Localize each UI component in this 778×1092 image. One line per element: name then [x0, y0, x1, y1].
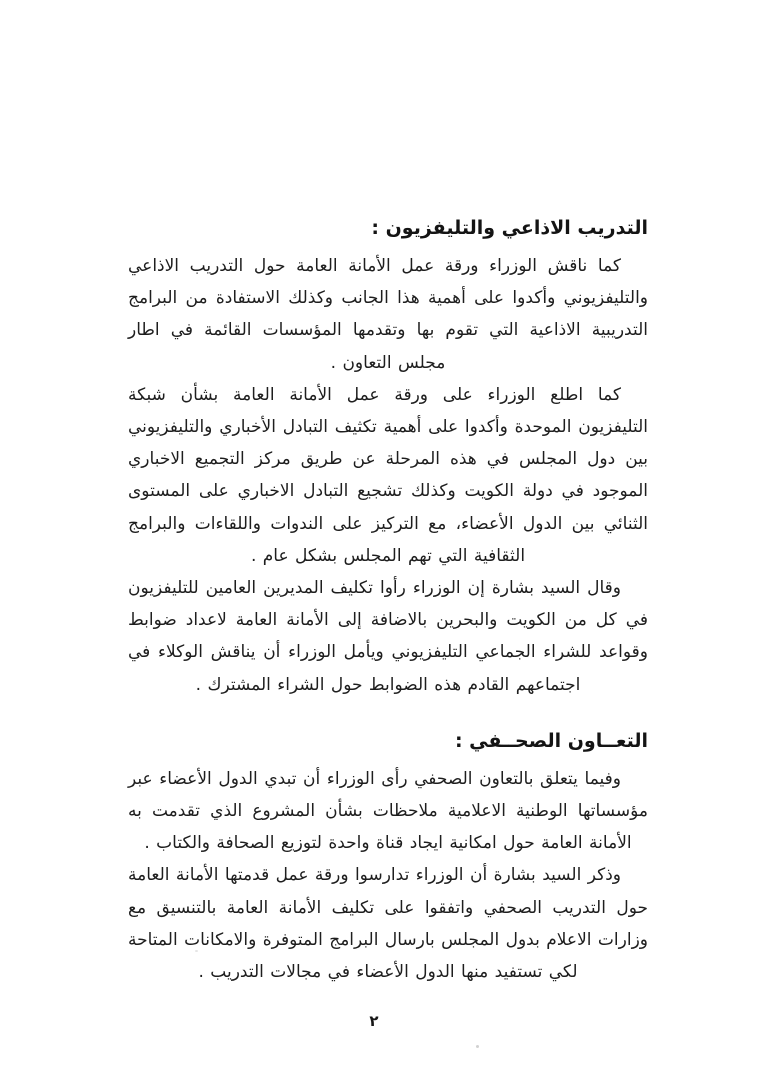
- document-body: [128, 212, 648, 988]
- scan-artifact: [195, 950, 198, 952]
- page-number: ٢: [369, 1012, 379, 1030]
- section-heading-press-cooperation: التعــاون الصحــفي :: [454, 729, 648, 752]
- paragraph-radio-tv-1: كما ناقش الوزراء ورقة عمل الأمانة العامة حول التدريب الاذاعي والتليفزيوني وأكدوا على أهمية هذا الجانب وكذلك الاستفادة من البرامج التدريبية الاذاعية التي تقوم بها وتقدمها المؤسسات القائمة في اطار مجلس التعاون .: [128, 256, 648, 373]
- paragraph-radio-tv-2: كما اطلع الوزراء على ورقة عمل الأمانة العامة بشأن شبكة التليفزيون الموحدة وأكدوا على أهمية تكثيف التبادل الأخباري والتليفزيوني بين دول المجلس في هذه المرحلة عن طريق مركز التجميع الاخباري الموجود في دولة الكويت وكذلك تشجيع التبادل الاخباري على المستوى الثنائي بين الدول الأعضاء، مع التركيز على الندوات واللقاءات والبرامج الثقافية التي تهم المجلس بشكل عام .: [128, 384, 648, 566]
- section-heading-radio-tv-training: التدريب الاذاعي والتليفزيون :: [371, 217, 648, 239]
- paragraph-press-2: وذكر السيد بشارة أن الوزراء تدارسوا ورقة عمل قدمتها الأمانة العامة حول التدريب الصحفي واتفقوا على تكليف الأمانة العامة بالتنسيق مع وزارات الاعلام بدول المجلس بارسال البرامج المتوفرة والامكانات المتاحة لكي تستفيد منها الدول الأعضاء في مجالات التدريب .: [128, 865, 648, 983]
- paragraph-press-1: وفيما يتعلق بالتعاون الصحفي رأى الوزراء أن تبدي الدول الأعضاء عبر مؤسساتها الوطنية الاعلامية ملاحظات بشأن المشروع الذي تقدمت به الأمانة العامة حول امكانية ايجاد قناة واحدة لتوزيع الصحافة والكتاب .: [128, 768, 648, 854]
- scan-artifact: [476, 1045, 479, 1048]
- paragraph-radio-tv-3: وقال السيد بشارة إن الوزراء رأوا تكليف المديرين العامين للتليفزيون في كل من الكويت والبحرين بالاضافة إلى الأمانة العامة لاعداد ضوابط وقواعد للشراء الجماعي التليفزيوني ويأمل الوزراء أن يناقش الوكلاء في اجتماعهم القادم هذه الضوابط حول الشراء المشترك .: [128, 578, 648, 695]
